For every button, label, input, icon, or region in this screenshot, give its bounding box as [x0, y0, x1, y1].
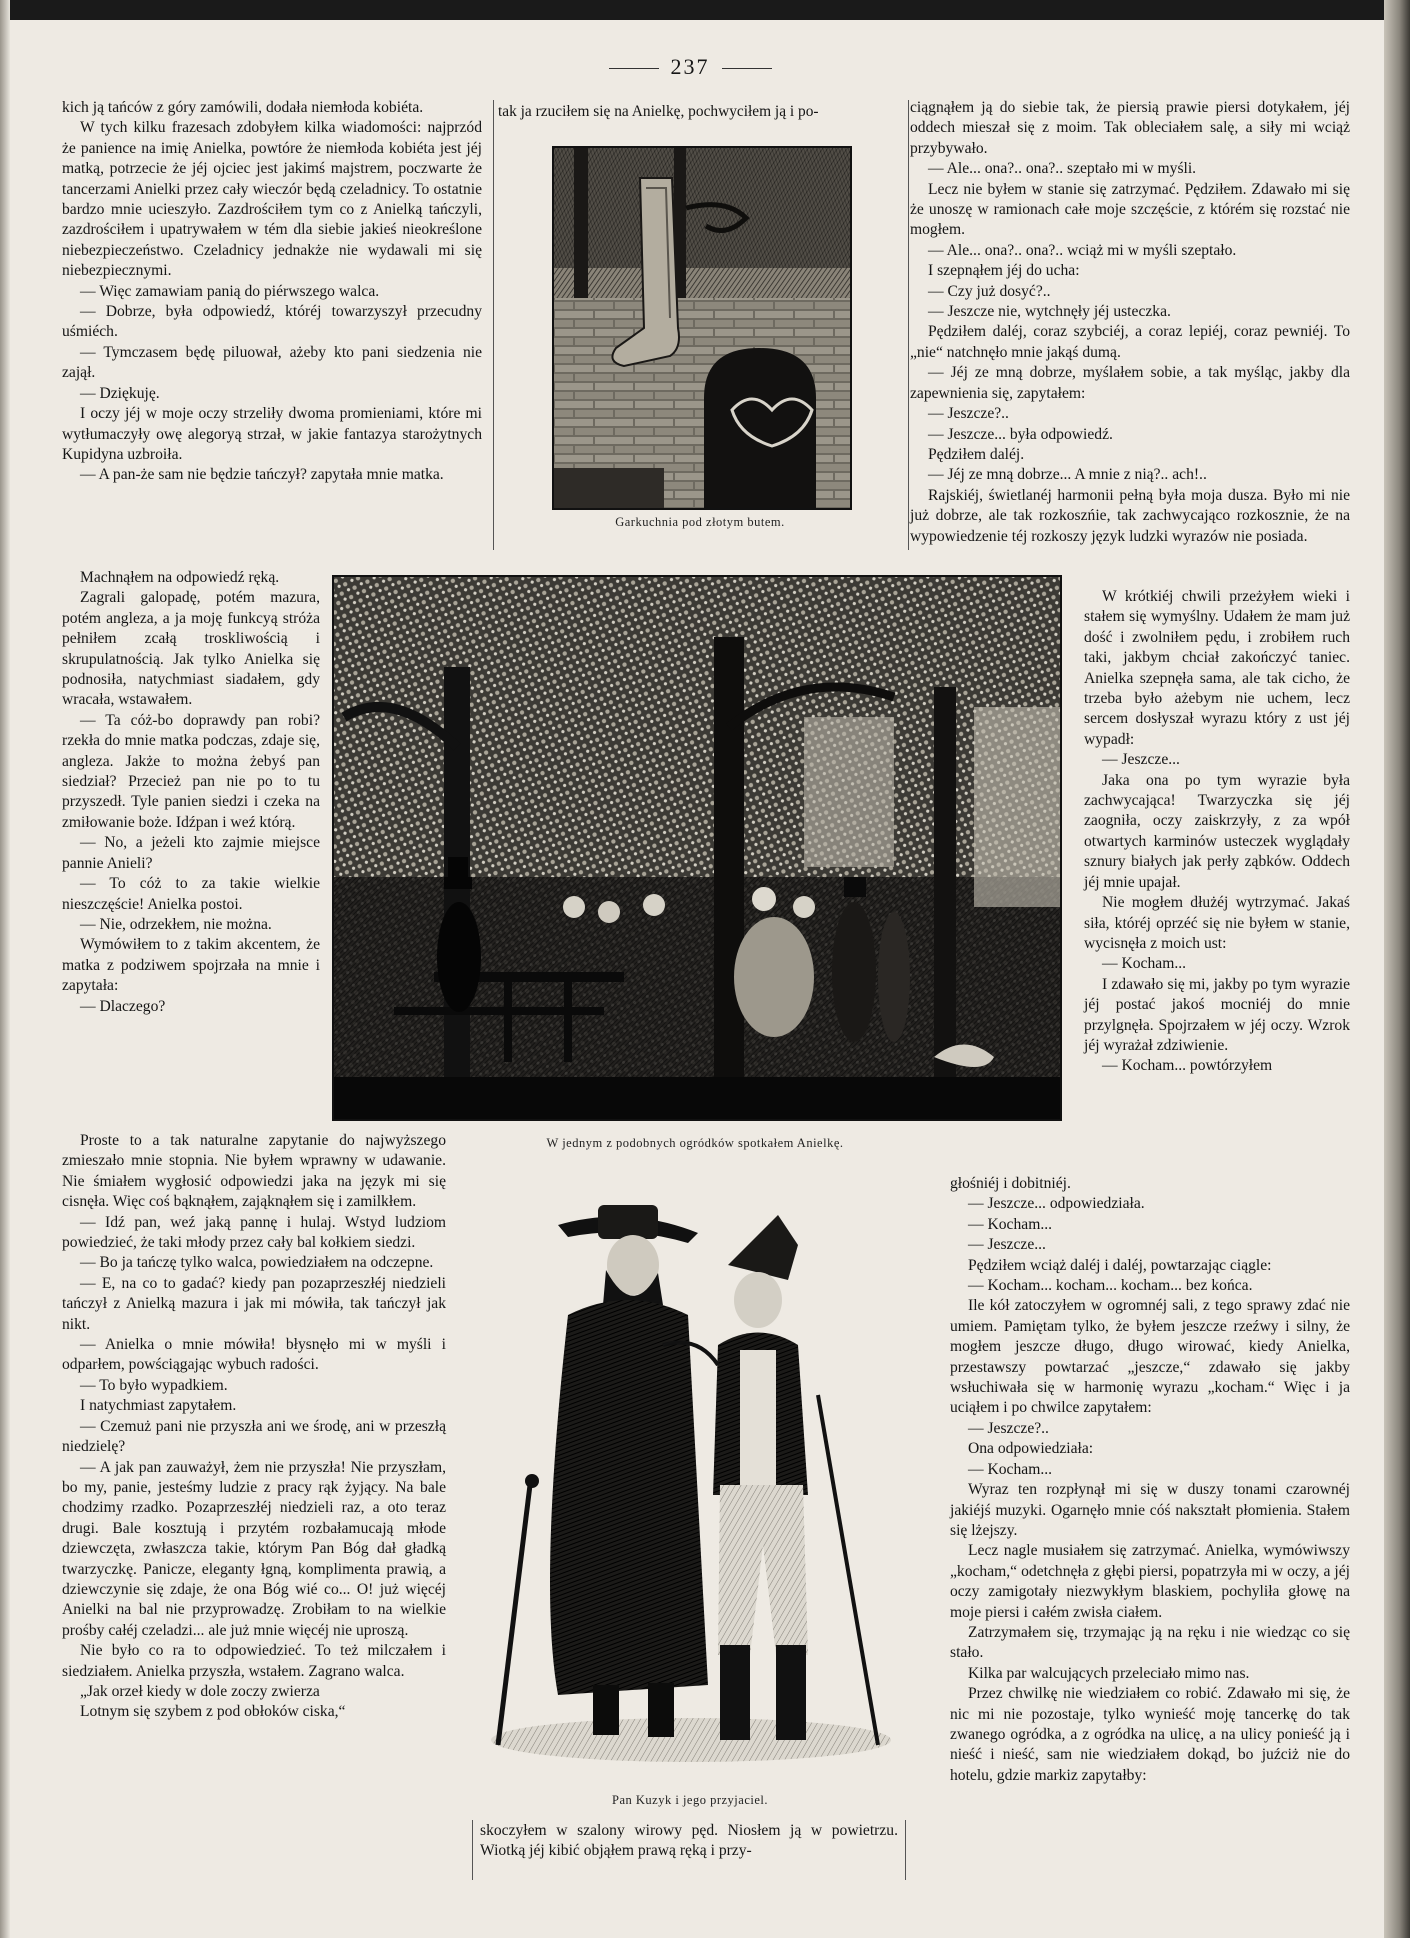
paragraph: — Dlaczego?: [80, 997, 166, 1015]
illustration-two-men: [458, 1185, 924, 1773]
paragraph: Pędziłem daléj, coraz szybciéj, a coraz lepiéj, coraz pewniéj. To „nie“ natchnęło mnie jakąś dumą.: [910, 323, 1350, 361]
text-column-middle-bottom: [480, 1821, 898, 1862]
paragraph: — Więc zamawiam panią do piérwszego walca.: [80, 282, 380, 300]
paragraph: — Tymczasem będę piluował, ażeby kto pani siedzenia nie zajął.: [62, 343, 482, 382]
column-rule-1: [493, 100, 494, 550]
paragraph: Rajskiéj, świetlanéj harmonii pełną była moja dusza. Było mi nie już dobrze, ale tak rozkoszńie, tak zachwycająco rozkosznie, że na wypowiedzenie téj rozkoszy język ludzki wyrazów nie posiada.: [910, 486, 1350, 545]
paragraph: — Jeszcze?..: [928, 405, 1009, 423]
paragraph: Lecz nie byłem w stanie się zatrzymać. Pędziłem. Zdawało mi się że unoszę w ramionach całe moje szczęście, z którém się rozstać nie mogłem.: [910, 180, 1350, 239]
page-number: 237: [0, 54, 1380, 80]
paragraph: ciągnąłem ją do siebie tak, że piersią prawie piersi dotykałem, jéj oddech mieszał się z moim. Tak obleciałem salę, a siły mi wciąż przybywało.: [910, 99, 1350, 157]
engraving-garden-scene: [334, 577, 1060, 1119]
paragraph: Nie mogłem dłużéj wytrzymać. Jakaś siła, któréj oprzéć się nie byłem w stanie, wycisnęła z moich ust:: [1084, 894, 1350, 952]
scan-left-edge: [0, 0, 10, 1938]
paragraph: — Ale... ona?.. ona?.. wciąż mi w myśli szeptało.: [928, 241, 1237, 259]
paragraph: — Jeszcze...: [1102, 751, 1180, 769]
engraving-two-men: [458, 1185, 924, 1773]
paragraph: Nie było co ra to odpowiedzieć. To też milczałem i siedziałem. Anielka przyszła, wstałem. Zagrano walca.: [62, 1642, 446, 1680]
illustration-shoe-sign: [552, 146, 852, 510]
paragraph: I oczy jéj w moje oczy strzeliły dwoma promieniami, które mi wytłumaczyły owę alegoryą strzał, w jakie fantazya starożytnych Kupidyna uzbroiła.: [62, 405, 482, 463]
paragraph: — Czemuż pani nie przyszła ani we środę, ani w przeszłą niedzielę?: [62, 1417, 446, 1456]
column-rule-2: [908, 100, 909, 550]
paragraph: Machnąłem na odpowiedź ręką.: [80, 569, 280, 586]
caption-figure-2: W jednym z podobnych ogródków spotkałem Anielkę.: [546, 1136, 844, 1150]
column-rule-3: [472, 1820, 473, 1880]
text-column-left-narrow: [62, 568, 320, 1017]
paragraph: Wyraz ten rozpłynął mi się w duszy tonami czarownéj jakiéjś muzyki. Ogarnęło mnie cóś nakształt płomienia. Stałem się lżejszy.: [950, 1481, 1350, 1539]
paragraph: W tych kilku frazesach zdobyłem kilka wiadomości: najprzód że panience na imię Anielka, powtóre że niemłoda kobiéta jest jéj matką, potrzecie że jéj ojciec jest jakimś majstrem, poczwarte że tancerzami Anielki przez cały wieczór będą czeladnicy. To ostatnie bardzo mnie ucieszyło. Zazdrościłem tym co z Anielką tańczyli, zazdrościłem i upatrywałem w tém dla siebie jakieś nieokreślone niebezpieczeństwo. Czeladnicy jednakże nie wydawali mi się niebezpiecznymi.: [62, 119, 482, 280]
paragraph: — A pan-że sam nie będzie tańczył? zapytała mnie matka.: [80, 466, 444, 484]
paragraph: — Jéj ze mną dobrze... A mnie z nią?.. ach!..: [928, 466, 1207, 484]
paragraph: — Dziękuję.: [80, 384, 160, 402]
paragraph: — Bo ja tańczę tylko walca, powiedziałem na odczepne.: [80, 1254, 434, 1272]
caption-figure-1: Garkuchnia pod złotym butem.: [615, 515, 785, 529]
text-column-middle-top: [498, 102, 908, 122]
text-column-right: [910, 98, 1350, 547]
paragraph: — Anielka o mnie mówiła! błysnęło mi w myśli i odparłem, powściągając wybuch radości.: [62, 1336, 446, 1374]
scan-right-edge: [1384, 0, 1410, 1938]
paragraph: Lotnym się szybem z pod obłoków ciska,“: [80, 1703, 346, 1721]
paragraph: Zatrzymałem się, trzymając ją na ręku i nie wiedząc co się stało.: [950, 1623, 1350, 1662]
paragraph: I natychmiast zapytałem.: [80, 1397, 237, 1415]
paragraph: Przez chwilkę nie wiedziałem co robić. Zdawało mi się, że nic mi nie pozostaje, tylko wynieść moję tancerkę do tak zwanego ogródka, a z ogródka na ulicę, a na ulicy ponieść ją i nieść i nieść, sam nie wiedziałem dokąd, bo juźciż nie do hotelu, gdzie markiz zapytałby:: [950, 1685, 1350, 1784]
paragraph: Lecz nagle musiałem się zatrzymać. Anielka, wymówiwszy „kocham,“ odetchnęła z głębi piersi, popatrzyła mi w oczy, a jéj oczy zamigotały niezwykłym blaskiem, pochyliła głowę na moje piersi i całém zwisła ciałem.: [950, 1542, 1350, 1621]
text-column-left-bottom: [62, 1131, 446, 1723]
paragraph: — Jeszcze... była odpowiedź.: [928, 425, 1113, 443]
paragraph: — To cóż to za takie wielkie nieszczęście! Anielka postoi.: [62, 875, 320, 913]
paragraph: — Jeszcze... odpowiedziała.: [968, 1195, 1145, 1213]
paragraph: skoczyłem w szalony wirowy pęd. Niosłem ją w powietrzu. Wiotką jéj kibić objąłem prawą ręką i przy-: [480, 1822, 898, 1860]
paragraph: Zagrali galopadę, potém mazura, potém angleza, a ja moję funkcyą stróża pełniłem zcałą troskliwością i skrupulatnością. Jak tylko Anielka się podnosiła, natychmiast siadałem, gdy wracała, wstawałem.: [62, 589, 320, 709]
paragraph: Ona odpowiedziała:: [968, 1440, 1094, 1458]
scan-top-border: [0, 0, 1410, 20]
paragraph: „Jak orzeł kiedy w dole zoczy zwierza: [80, 1682, 320, 1700]
paragraph: — Kocham... kocham... kocham... bez końca.: [968, 1277, 1253, 1295]
paragraph: — Kocham...: [968, 1460, 1053, 1478]
text-column-left: [62, 98, 482, 486]
paragraph: głośniéj i dobitniéj.: [950, 1175, 1071, 1192]
caption-figure-3: Pan Kuzyk i jego przyjaciel.: [612, 1793, 768, 1807]
paragraph: — Kocham...: [1102, 955, 1187, 973]
text-column-right-bottom: [950, 1174, 1350, 1786]
paragraph: — Jeszcze...: [968, 1236, 1046, 1254]
paragraph: Kilka par walcujących przeleciało mimo nas.: [968, 1664, 1250, 1682]
paragraph: Ile kół zatoczyłem w ogromnéj sali, z tego sprawy zdać nie umiem. Pamiętam tylko, że byłem jeszcze rzeźwy i silny, że mogłem jeszcze długo, długo wirować, kiedy Anielka, przestawszy powtarzać „jeszcze,“ zdawało się jakby wsłuchiwała się w harmonię wyrazu „kocham.“ Więc i ja uciąłem i po chwilce zapytałem:: [950, 1297, 1350, 1417]
paragraph: — Jeszcze nie, wytchnęły jéj usteczka.: [928, 303, 1171, 321]
paragraph: tak ja rzuciłem się na Anielkę, pochwyciłem ją i po-: [498, 103, 819, 120]
paragraph: — Jéj ze mną dobrze, myślałem sobie, a tak myśląc, jakby dla zapewnienia się, zapytałem:: [910, 364, 1350, 402]
paragraph: — Czy już dosyć?..: [928, 282, 1051, 300]
paragraph: — Idź pan, weź jaką pannę i hulaj. Wstyd ludziom powiedzieć, że taki młody przez cały bal kołkiem siedzi.: [62, 1213, 446, 1252]
text-column-right-narrow: [1084, 587, 1350, 1077]
paragraph: — To było wypadkiem.: [80, 1376, 228, 1394]
paragraph: — E, na co to gadać? kiedy pan pozaprzeszłéj niedzieli tańczył z Anielką mazura i jak mi mówiła, tak tańczył jak nikt.: [62, 1274, 446, 1333]
paragraph: — Kocham... powtórzyłem: [1102, 1057, 1273, 1075]
column-rule-4: [905, 1820, 906, 1880]
engraving-shoe-sign: [554, 148, 850, 508]
paragraph: W krótkiéj chwili przeżyłem wieki i stałem się wymyślny. Udałem że mam już dość i zwolniłem pędu, i zrobiłem ruch taki, jakbym chciał zakończyć taniec. Anielka szepnęła sama, ale tak cicho, że trzeba było ażebym nie uchem, lecz sercem dosłyszał wyrazu który z ust jéj wypadł:: [1084, 588, 1350, 748]
illustration-garden-scene: [332, 575, 1062, 1121]
paragraph: I zdawało się mi, jakby po tym wyrazie jéj postać jakoś mocniéj do mnie przylgnęła. Spojrzałem w jéj oczy. Wzrok jéj wyrażał zdziwienie.: [1084, 975, 1350, 1054]
paragraph: I szepnąłem jéj do ucha:: [928, 262, 1080, 280]
paragraph: — Jeszcze?..: [968, 1419, 1049, 1437]
paragraph: — Ta cóż-bo doprawdy pan robi? rzekła do mnie matka podczas, zdaje się, angleza. Jakże to można żebyś pan siedział? Przecież pan nie po to tu przyszedł. Tyle panien siedzi i czeka na zmiłowanie boże. Idźpan i weź którą.: [62, 711, 320, 831]
paragraph: Wymówiłem to z takim akcentem, że matka z podziwem spojrzała na mnie i zapytała:: [62, 936, 320, 995]
paragraph: — A jak pan zauważył, żem nie przyszła! Nie przyszłam, bo my, panie, jesteśmy ludzie z pracy rąk żyjący. Na bale chodzimy rzadko. Pozaprzeszłéj niedzieli raz, a oto teraz drugi. Bale kosztują i przytém rozbałamucają młode dziewczęta, zwłaszcza takie, którym Pan Bóg dał gładką twarzyczkę. Panicze, eleganty łgną, komplimenta prawią, a dziewczynie się zdaje, że ona Bóg wié co... O! już więcéj Anielki na bal nie przyprowadzę. Zrobiłam to na wielkie prośby całéj czeladzi... ale już mnie więcéj nie uproszą.: [62, 1458, 446, 1639]
paragraph: — Kocham...: [968, 1215, 1053, 1233]
paragraph: Jaka ona po tym wyrazie była zachwycająca! Twarzyczka się jéj zaogniła, oczy zaiskrzyły, z za wpół otwartych karminów usteczek wyglądały sznury białych jak perły ząbków. Oddech jéj mnie upajał.: [1084, 771, 1350, 891]
paragraph: kich ją tańców z góry zamówili, dodała niemłoda kobiéta.: [62, 99, 424, 116]
paragraph: — Dobrze, była odpowiedź, któréj towarzyszył przecudny uśmiéch.: [62, 303, 482, 341]
paragraph: — Ale... ona?.. ona?.. szeptało mi w myśli.: [928, 160, 1197, 178]
paragraph: — Nie, odrzekłem, nie można.: [80, 915, 272, 933]
paragraph: Pędziłem wciąż daléj i daléj, powtarzając ciągle:: [968, 1256, 1272, 1274]
paragraph: — No, a jeżeli kto zajmie miejsce pannie Anieli?: [62, 834, 320, 872]
paragraph: Proste to a tak naturalne zapytanie do najwyższego zmieszało mnie stopnia. Nie byłem wprawny w udawanie. Nie śmiałem wygłosić odpowiedzi jaka na język mi się cisnęła. Więc coś bąknąłem, zająknąłem się i zamilkłem.: [62, 1132, 446, 1211]
paragraph: Pędziłem daléj.: [928, 445, 1025, 463]
